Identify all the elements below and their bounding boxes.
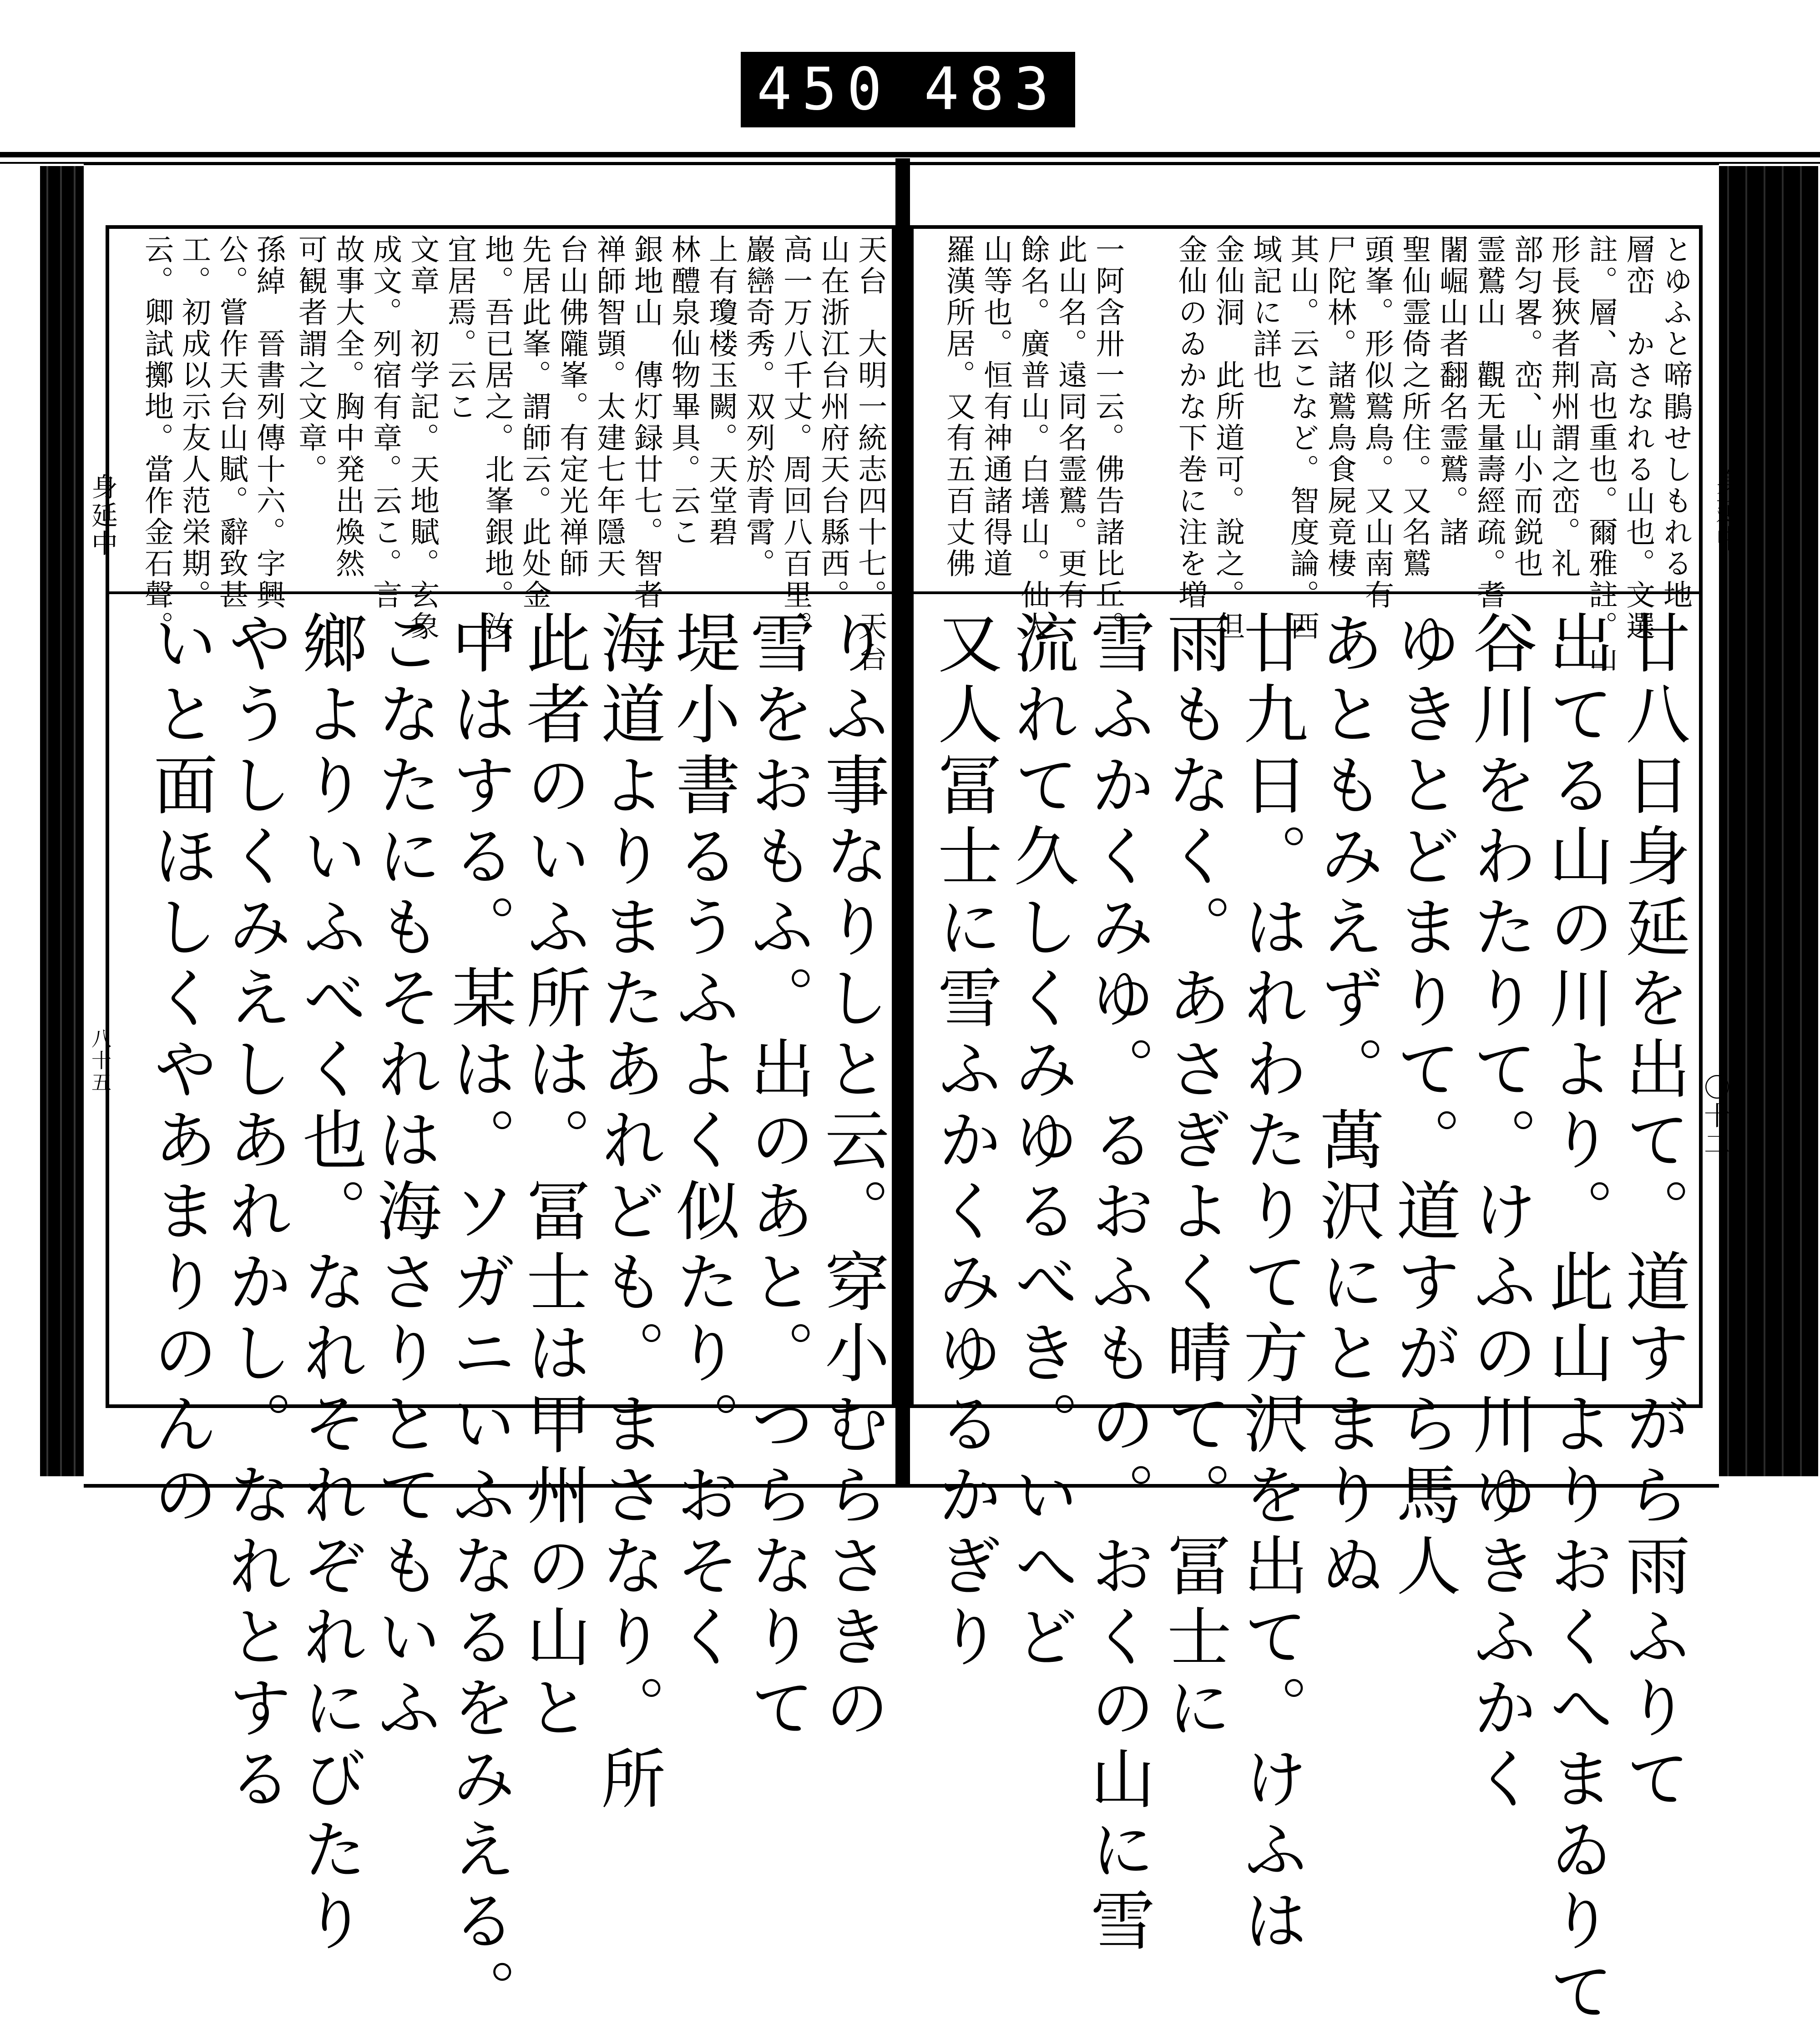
commentary-column: 闍崛山者翻名霊鷲。諸 bbox=[1435, 234, 1468, 548]
commentary-column: 銀地山 傳灯録廿七。智者 bbox=[629, 234, 663, 611]
running-title-left: 身延中 bbox=[87, 473, 118, 558]
commentary-column: 高一万八千丈。周回八百里。 bbox=[779, 234, 812, 642]
right-page-edge bbox=[1719, 166, 1818, 1476]
commentary-column: 金仙のゐかな下巻に注を増 bbox=[1173, 234, 1207, 611]
catalog-number-label bbox=[741, 52, 1075, 127]
main-text-column: 中はする。某は。ソガニいふなるをみえる。 bbox=[441, 610, 516, 2029]
commentary-column: 先居此峯。謂師云。此处金 bbox=[517, 234, 551, 611]
commentary-column: 域記に詳也 bbox=[1248, 234, 1282, 391]
commentary-column: 其山。云こなど。智度論。西 bbox=[1285, 234, 1319, 642]
commentary-column: 一阿含卅一云。佛告諸比丘。 bbox=[1091, 234, 1124, 642]
commentary-column: 天台 大明一統志四十七。天台 bbox=[853, 234, 887, 674]
commentary-column: 故事大全。胸中発出煥然 bbox=[331, 234, 364, 580]
main-text-column: 廿八日身延を出て。道すがら雨ふりて bbox=[1615, 610, 1690, 1816]
commentary-column: 上有瓊楼玉闕。天堂碧 bbox=[704, 234, 738, 548]
main-text-column: 海道よりまたあれども。まさなり。所 bbox=[590, 610, 665, 1816]
main-text-column: 廿九日。はれわたりて方沢を出て。けふは bbox=[1233, 610, 1308, 1958]
commentary-column: 宜居焉。云こ bbox=[443, 234, 476, 423]
main-text-column: 此者のいふ所は。冨士は甲州の山と bbox=[516, 610, 591, 1745]
commentary-column: 文章 初学記。天地賦。玄象 bbox=[405, 234, 439, 642]
commentary-column: 林醴泉仙物畢具。云こ bbox=[667, 234, 700, 548]
commentary-column: 羅漢所居。又有五百丈佛 bbox=[941, 234, 975, 580]
main-text-column: こなたにもそれは海さりとてもいふ bbox=[366, 610, 441, 1745]
book-gutter bbox=[895, 158, 910, 1487]
main-text-column: りふ事なりしと云。穿小むらさきの bbox=[814, 610, 889, 1745]
main-text-column: 鄉よりいふべく也。なれそれぞれにびたり bbox=[292, 610, 367, 1958]
commentary-column: 金仙洞 此所道可。說之。但 bbox=[1211, 234, 1244, 642]
commentary-column: 台山佛隴峯。有定光禅師 bbox=[555, 234, 588, 580]
main-text-column: 流れて久しくみゆるべき。いへど bbox=[1003, 610, 1078, 1674]
commentary-column: 層峦 かさなれる山也。文選 bbox=[1621, 234, 1655, 642]
commentary-column: 部匀畧。峦、山小而鋭也 bbox=[1509, 234, 1543, 580]
commentary-column: 云。卿試擲地。當作金石聲。 bbox=[140, 234, 173, 642]
main-text-column: やうしくみえしあれかし。なれとする bbox=[217, 610, 292, 1816]
page-number-right: 〇十二 bbox=[1699, 1074, 1730, 1158]
commentary-column: 頭峯。形似鷲鳥。又山南有 bbox=[1360, 234, 1394, 611]
commentary-column: 巖巒奇秀。双列於青霄。 bbox=[741, 234, 775, 580]
commentary-column: 公。嘗作天台山賦。辭致甚 bbox=[214, 234, 248, 611]
commentary-column: 此山名。遠同名霊鷲。更有 bbox=[1053, 234, 1087, 611]
commentary-column: 成文。列宿有章。云こ。言 bbox=[368, 234, 402, 611]
main-text-column: 雨もなく。あさぎよく晴て。冨士に bbox=[1156, 610, 1231, 1745]
catalog-number-right: 483 bbox=[924, 56, 1059, 123]
commentary-column: 工。初成以示友人范栄期。 bbox=[177, 234, 211, 611]
commentary-column: 形長狹者荆州謂之峦。礼 bbox=[1547, 234, 1580, 580]
main-text-column: 出てる山の川より。此山よりおくへまゐりて bbox=[1538, 610, 1613, 2029]
commentary-column: 山在浙江台州府天台縣西。 bbox=[816, 234, 849, 611]
main-text-column: ゆきとどまりて。道すがら馬人 bbox=[1385, 610, 1461, 1603]
commentary-column: 聖仙霊倚之所住。又名鷲 bbox=[1397, 234, 1431, 580]
commentary-column: 尸陀林。諸鷲鳥食屍竟棲 bbox=[1323, 234, 1356, 580]
main-text-column: 谷川をわたりて。けふの川ゆきふかく bbox=[1462, 610, 1537, 1816]
commentary-column: 可観者謂之文章。 bbox=[293, 234, 327, 485]
top-rule bbox=[0, 152, 1820, 157]
main-text-column: 雪をおもふ。出のあと。つらなりて bbox=[739, 610, 814, 1745]
main-text-column: 又人冨士に雪ふかくみゆるかぎり bbox=[927, 610, 1002, 1674]
main-text-column: 雪ふかくみゆ。るおふもの。おくの山に雪 bbox=[1080, 610, 1155, 1958]
page-number-left: 八十五 bbox=[88, 1028, 111, 1094]
left-page-edge bbox=[40, 166, 84, 1476]
catalog-number-left: 450 bbox=[757, 56, 892, 123]
commentary-column: 禅師智顗。太建七年隱天 bbox=[592, 234, 626, 580]
commentary-column: 孫綽 晉書列傳十六。字興 bbox=[252, 234, 285, 611]
commentary-column: とゆふと啼鵑せしもれる地 bbox=[1658, 234, 1692, 611]
main-text-column: あともみえず。萬沢にとまりぬ bbox=[1309, 610, 1384, 1603]
main-text-column: いと面ほしくやあまりのんの bbox=[142, 610, 217, 1532]
running-title-right: 身延中 bbox=[1711, 469, 1742, 553]
main-text-column: 堤小書るうふよく似たり。おそく bbox=[665, 610, 740, 1674]
commentary-column: 霊鷲山 觀无量壽經疏。耆 bbox=[1472, 234, 1506, 611]
commentary-column: 餘名。廣普山。白墡山。仙人 bbox=[1016, 234, 1050, 642]
commentary-column: 地。吾已居之。北峯銀地。汝 bbox=[480, 234, 514, 642]
commentary-column: 註。層、高也重也。爾雅註。山 bbox=[1584, 234, 1618, 674]
commentary-column: 山等也。恒有神通諸得道 bbox=[979, 234, 1012, 580]
